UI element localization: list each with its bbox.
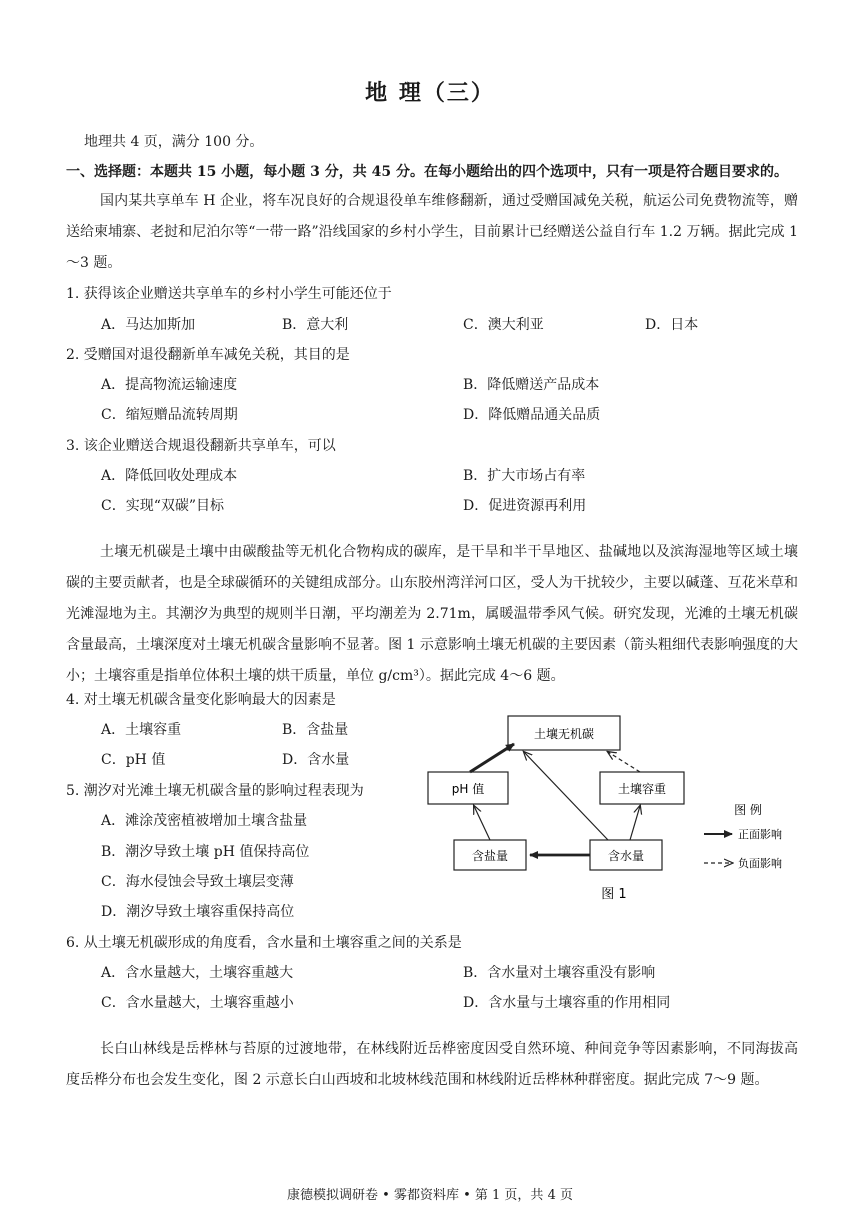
page-footer: 康德模拟调研卷 • 雾都资料库 • 第 1 页，共 4 页: [287, 1188, 573, 1203]
q3-option-b: B．扩大市场占有率: [463, 468, 586, 484]
q4-option-c: C．pH 值: [101, 752, 166, 768]
q2-option-c: C．缩短赠品流转周期: [101, 407, 238, 423]
exam-intro: 地理共 4 页，满分 100 分。: [84, 134, 264, 150]
q2-option-d: D．降低赠品通关品质: [463, 407, 601, 423]
node-soil-inorganic-carbon: 土壤无机碳: [533, 727, 595, 741]
question-5-stem: 5. 潮汐对光滩土壤无机碳含量的影响过程表现为: [66, 783, 364, 799]
q4-option-b: B．含盐量: [282, 722, 349, 738]
arrow-bulk-density-to-carbon: [608, 752, 640, 772]
q5-option-c: C．海水侵蚀会导致土壤层变薄: [101, 874, 294, 890]
q3-option-a: A．降低回收处理成本: [101, 468, 238, 484]
q1-option-b: B．意大利: [282, 317, 349, 333]
legend-positive-label: 正面影响: [738, 828, 782, 841]
question-3-stem: 3. 该企业赠送合规退役翻新共享单车，可以: [66, 438, 336, 454]
figure-1-diagram: [418, 708, 798, 908]
q3-option-d: D．促进资源再利用: [463, 498, 587, 514]
page-title: 地 理（三）: [365, 80, 495, 106]
node-salt-content: 含盐量: [471, 849, 509, 863]
passage-1: 国内某共享单车 H 企业，将车况良好的合规退役单车维修翻新，通过受赠国减免关税，航运公司免费物流等，赠送给柬埔寨、老挝和尼泊尔等“一带一路”沿线国家的乡村小学生，目前累计已经赠送公益自行车 1.2 万辆。据此完成 1～3 题。: [66, 193, 798, 271]
q6-option-a: A．含水量越大，土壤容重越大: [101, 965, 294, 981]
node-bulk-density: 土壤容重: [617, 782, 667, 796]
q5-option-b: B．潮汐导致土壤 pH 值保持高位: [101, 844, 310, 860]
q2-option-b: B．降低赠送产品成本: [463, 377, 600, 393]
passage-2: 土壤无机碳是土壤中由碳酸盐等无机化合物构成的碳库，是干旱和半干旱地区、盐碱地以及滨海湿地等区域土壤碳的主要贡献者，也是全球碳循环的关键组成部分。山东胶州湾洋河口区，受人为干扰较少，主要以碱蓬、互花米草和光滩湿地为主。其潮汐为典型的规则半日潮，平均潮差为 2.71m，属暖温带季风气候。研究发现，光滩的土壤无机碳含量最高，土壤深度对土壤无机碳含量影响不显著。图 1 示意影响土壤无机碳的主要因素（箭头粗细代表影响强度的大小；土壤容重是指单位体积土壤的烘干质量，单位 g/cm³）。据此完成 4～6 题。: [66, 544, 798, 684]
passage-3: 长白山林线是岳桦林与苔原的过渡地带，在林线附近岳桦密度因受自然环境、种间竞争等因素影响，不同海拔高度岳桦分布也会发生变化，图 2 示意长白山西坡和北坡林线范围和林线附近岳桦林种群密度。据此完成 7～9 题。: [66, 1041, 798, 1088]
q5-option-a: A．滩涂茂密植被增加土壤含盐量: [101, 813, 308, 829]
q1-option-c: C．澳大利亚: [463, 317, 544, 333]
q4-option-a: A．土壤容重: [101, 722, 182, 738]
q6-option-d: D．含水量与土壤容重的作用相同: [463, 995, 671, 1011]
question-2-stem: 2. 受赠国对退役翻新单车减免关税，其目的是: [66, 347, 350, 363]
q6-option-b: B．含水量对土壤容重没有影响: [463, 965, 656, 981]
q5-option-d: D．潮汐导致土壤容重保持高位: [101, 904, 295, 920]
q6-option-c: C．含水量越大，土壤容重越小: [101, 995, 294, 1011]
legend-negative-label: 负面影响: [738, 857, 782, 870]
question-1-stem: 1. 获得该企业赠送共享单车的乡村小学生可能还位于: [66, 286, 392, 302]
q1-option-a: A．马达加斯加: [101, 317, 196, 333]
q1-option-d: D．日本: [645, 317, 699, 333]
node-ph: pH 值: [451, 782, 485, 796]
question-6-stem: 6. 从土壤无机碳形成的角度看，含水量和土壤容重之间的关系是: [66, 935, 462, 951]
q4-option-d: D．含水量: [282, 752, 350, 768]
node-water-content: 含水量: [607, 849, 645, 863]
question-4-stem: 4. 对土壤无机碳含量变化影响最大的因素是: [66, 692, 336, 708]
section-heading: 一、选择题：本题共 15 小题，每小题 3 分，共 45 分。在每小题给出的四个选项中，只有一项是符合题目要求的。: [66, 164, 788, 180]
arrow-water-to-carbon: [524, 752, 608, 840]
q2-option-a: A．提高物流运输速度: [101, 377, 238, 393]
legend-title: 图 例: [734, 803, 762, 817]
figure-1-caption: 图 1: [601, 887, 627, 902]
arrow-water-to-bulk-density: [630, 806, 640, 840]
arrow-salt-to-ph: [474, 806, 490, 840]
arrow-ph-to-carbon: [470, 744, 514, 772]
q3-option-c: C．实现“双碳”目标: [101, 498, 225, 514]
